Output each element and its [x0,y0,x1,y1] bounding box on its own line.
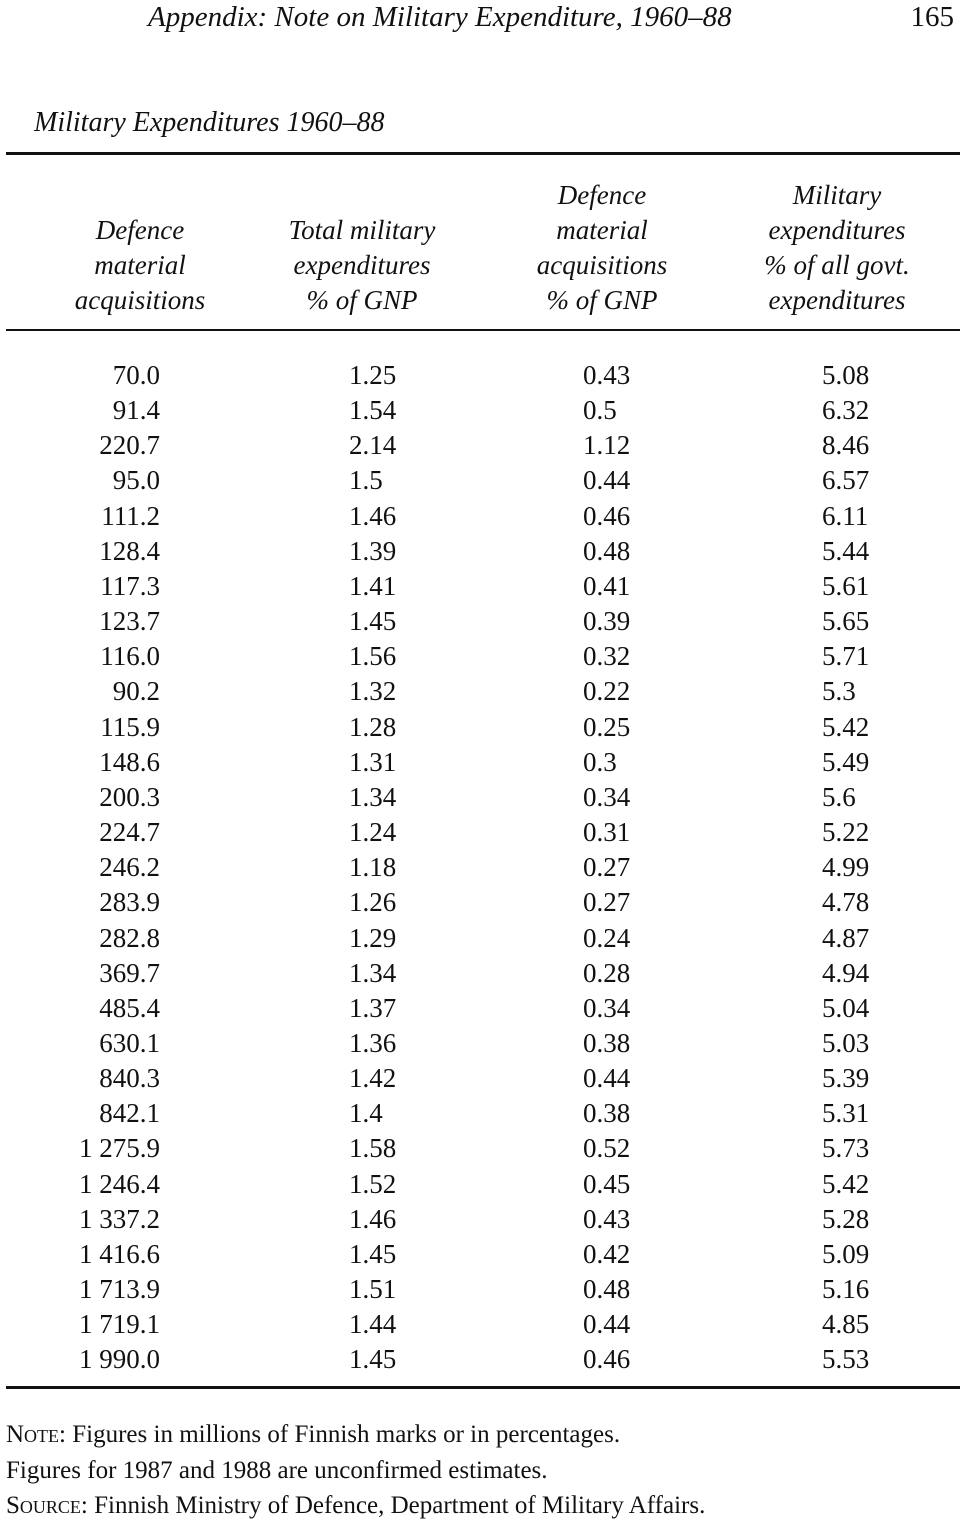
gnp-share-cell: 1.29 [349,922,397,953]
acquisitions-cell: 369.7 [99,957,160,988]
gnp-share-cell: 1.41 [349,570,397,601]
gnp-share-cell: 1.5 [349,465,383,496]
column-header-defence-material-acquisitions [40,213,240,318]
column-header-line: % of GNP [546,285,658,315]
acquisitions-cell: 123.7 [99,606,160,637]
gnp-share-cell: 1.46 [349,500,397,531]
column-header-military-share-govt [737,178,937,318]
column-header-line: expenditures [768,215,906,245]
acquisitions-cell: 95.0 [112,465,160,496]
acquisitions-cell: 840.3 [99,1063,160,1094]
acquisitions-gnp-cell: 0.39 [583,606,631,637]
acquisitions-cell: 91.4 [112,395,160,426]
gnp-share-cell: 1.51 [349,1274,397,1305]
table-row [0,710,960,745]
gnp-share-cell: 1.34 [349,957,397,988]
acquisitions-gnp-cell: 0.42 [583,1238,631,1269]
table-row [0,1131,960,1166]
acquisitions-gnp-cell: 0.44 [583,1309,631,1340]
govt-share-cell: 5.42 [822,1168,870,1199]
acquisitions-gnp-cell: 0.5 [583,395,617,426]
acquisitions-cell: 1 337.2 [79,1203,160,1234]
acquisitions-gnp-cell: 0.32 [583,641,631,672]
acquisitions-gnp-cell: 0.27 [583,887,631,918]
table-row [0,393,960,428]
acquisitions-cell: 111.2 [101,500,160,531]
acquisitions-cell: 128.4 [99,535,160,566]
table-row [0,463,960,498]
table-row [0,569,960,604]
govt-share-cell: 4.85 [822,1309,870,1340]
table-row [0,850,960,885]
govt-share-cell: 5.04 [822,992,870,1023]
gnp-share-cell: 1.25 [349,360,397,390]
govt-share-cell: 4.99 [822,852,870,883]
gnp-share-cell: 1.34 [349,781,397,812]
acquisitions-cell: 224.7 [99,817,160,848]
column-header-line: Defence [95,215,185,245]
column-header-line: material [94,250,186,280]
gnp-share-cell: 1.18 [349,852,397,883]
govt-share-cell: 5.39 [822,1063,870,1094]
column-header-line: expenditures [768,285,906,315]
acquisitions-gnp-cell: 0.48 [583,535,631,566]
table-row [0,428,960,463]
gnp-share-cell: 1.24 [349,817,397,848]
table-row [0,674,960,709]
govt-share-cell: 4.94 [822,957,870,988]
table-row [0,1026,960,1061]
table-row [0,1202,960,1237]
note-text: Figures in millions of Finnish marks or in percentages. [66,1421,621,1448]
acquisitions-cell: 282.8 [99,922,160,953]
header-rule [6,329,960,331]
govt-share-cell: 5.03 [822,1027,870,1058]
acquisitions-gnp-cell: 0.44 [583,465,631,496]
acquisitions-cell: 1 246.4 [79,1168,160,1199]
table-row [0,1272,960,1307]
govt-share-cell: 4.78 [822,887,870,918]
acquisitions-cell: 1 719.1 [79,1309,160,1340]
table-row [0,956,960,991]
govt-share-cell: 5.71 [822,641,870,672]
acquisitions-cell: 246.2 [99,852,160,883]
table-row [0,745,960,780]
govt-share-cell: 5.28 [822,1203,870,1234]
govt-share-cell: 5.16 [822,1274,870,1305]
column-header-line: Total military [288,215,436,245]
acquisitions-cell: 220.7 [99,430,160,461]
acquisitions-gnp-cell: 0.43 [583,1203,631,1234]
govt-share-cell: 5.49 [822,746,870,777]
acquisitions-cell: 1 275.9 [79,1133,160,1164]
govt-share-cell: 5.65 [822,606,870,637]
govt-share-cell: 5.73 [822,1133,870,1164]
acquisitions-gnp-cell: 0.3 [583,746,617,777]
acquisitions-gnp-cell: 0.43 [583,360,631,390]
table-row [0,1167,960,1202]
acquisitions-gnp-cell: 0.34 [583,781,631,812]
column-header-line: % of GNP [306,285,418,315]
table-row [0,534,960,569]
gnp-share-cell: 1.46 [349,1203,397,1234]
gnp-share-cell: 1.28 [349,711,397,742]
gnp-share-cell: 1.26 [349,887,397,918]
acquisitions-cell: 1 416.6 [79,1238,160,1269]
acquisitions-gnp-cell: 0.46 [583,500,631,531]
table-row [0,921,960,956]
acquisitions-gnp-cell: 0.31 [583,817,631,848]
table-row [0,358,960,393]
gnp-share-cell: 1.45 [349,606,397,637]
acquisitions-cell: 485.4 [99,992,160,1023]
table-row [0,1342,960,1377]
govt-share-cell: 5.31 [822,1098,870,1129]
govt-share-cell: 6.57 [822,465,870,496]
column-header-line: Defence [557,180,647,210]
gnp-share-cell: 1.45 [349,1238,397,1269]
gnp-share-cell: 1.42 [349,1063,397,1094]
acquisitions-gnp-cell: 0.48 [583,1274,631,1305]
table-bottom-rule [6,1386,960,1389]
table-note [6,1420,620,1450]
column-header-line: material [556,215,648,245]
table-row [0,1307,960,1342]
govt-share-cell: 5.3 [822,676,856,707]
table-row [0,1061,960,1096]
source-text: Finnish Ministry of Defence, Department of Military Affairs. [87,1492,706,1519]
table-row [0,991,960,1026]
source-note [6,1491,705,1521]
govt-share-cell: 5.08 [822,360,870,390]
page-number: 165 [910,1,954,33]
column-header-line: Military [792,180,882,210]
govt-share-cell: 8.46 [822,430,870,461]
govt-share-cell: 5.22 [822,817,870,848]
acquisitions-gnp-cell: 0.46 [583,1344,631,1375]
table-row [0,1096,960,1131]
acquisitions-gnp-cell: 0.38 [583,1027,631,1058]
acquisitions-cell: 1 990.0 [79,1344,160,1375]
table-row [0,639,960,674]
gnp-share-cell: 1.58 [349,1133,397,1164]
acquisitions-gnp-cell: 0.25 [583,711,631,742]
acquisitions-cell: 842.1 [99,1098,160,1129]
govt-share-cell: 5.44 [822,535,870,566]
table-top-rule [6,152,960,155]
acquisitions-cell: 90.2 [112,676,160,707]
govt-share-cell: 5.6 [822,781,856,812]
source-label: Source: [6,1492,88,1519]
gnp-share-cell: 1.31 [349,746,397,777]
gnp-share-cell: 1.39 [349,535,397,566]
govt-share-cell: 4.87 [822,922,870,953]
acquisitions-gnp-cell: 0.22 [583,676,631,707]
column-header-line: expenditures [293,250,431,280]
table-row [0,885,960,920]
acquisitions-gnp-cell: 0.41 [583,570,631,601]
acquisitions-gnp-cell: 0.24 [583,922,631,953]
acquisitions-cell: 115.9 [100,711,160,742]
acquisitions-gnp-cell: 0.45 [583,1168,631,1199]
column-header-line: acquisitions [536,250,668,280]
acquisitions-gnp-cell: 0.52 [583,1133,631,1164]
gnp-share-cell: 2.14 [349,430,397,461]
acquisitions-cell: 148.6 [99,746,160,777]
acquisitions-gnp-cell: 0.38 [583,1098,631,1129]
table-row [0,499,960,534]
acquisitions-gnp-cell: 0.28 [583,957,631,988]
govt-share-cell: 5.53 [822,1344,870,1375]
acquisitions-gnp-cell: 0.44 [583,1063,631,1094]
acquisitions-cell: 283.9 [99,887,160,918]
column-header-line: acquisitions [74,285,206,315]
table-row [0,1237,960,1272]
gnp-share-cell: 1.54 [349,395,397,426]
gnp-share-cell: 1.37 [349,992,397,1023]
gnp-share-cell: 1.32 [349,676,397,707]
acquisitions-cell: 1 713.9 [79,1274,160,1305]
govt-share-cell: 6.32 [822,395,870,426]
table-body [0,358,960,1378]
running-head: Appendix: Note on Military Expenditure, 1960–88 [148,1,732,33]
acquisitions-cell: 630.1 [99,1027,160,1058]
table-row [0,604,960,639]
note-label: Note: [6,1421,66,1448]
table-title: Military Expenditures 1960–88 [34,107,385,138]
gnp-share-cell: 1.56 [349,641,397,672]
acquisitions-cell: 116.0 [100,641,160,672]
acquisitions-cell: 200.3 [99,781,160,812]
govt-share-cell: 5.42 [822,711,870,742]
column-header-line: % of all govt. [764,250,910,280]
gnp-share-cell: 1.45 [349,1344,397,1375]
gnp-share-cell: 1.4 [349,1098,383,1129]
acquisitions-gnp-cell: 0.34 [583,992,631,1023]
acquisitions-gnp-cell: 1.12 [583,430,631,461]
govt-share-cell: 5.09 [822,1238,870,1269]
table-row [0,815,960,850]
acquisitions-cell: 70.0 [112,360,160,390]
column-header-total-military-expenditures [262,213,462,318]
acquisitions-cell: 117.3 [100,570,160,601]
acquisitions-gnp-cell: 0.27 [583,852,631,883]
estimates-note: Figures for 1987 and 1988 are unconfirmed estimates. [6,1457,548,1484]
gnp-share-cell: 1.44 [349,1309,397,1340]
gnp-share-cell: 1.36 [349,1027,397,1058]
table-row [0,780,960,815]
govt-share-cell: 6.11 [822,500,869,531]
govt-share-cell: 5.61 [822,570,870,601]
gnp-share-cell: 1.52 [349,1168,397,1199]
column-header-defence-acquisitions-gnp [502,178,702,318]
